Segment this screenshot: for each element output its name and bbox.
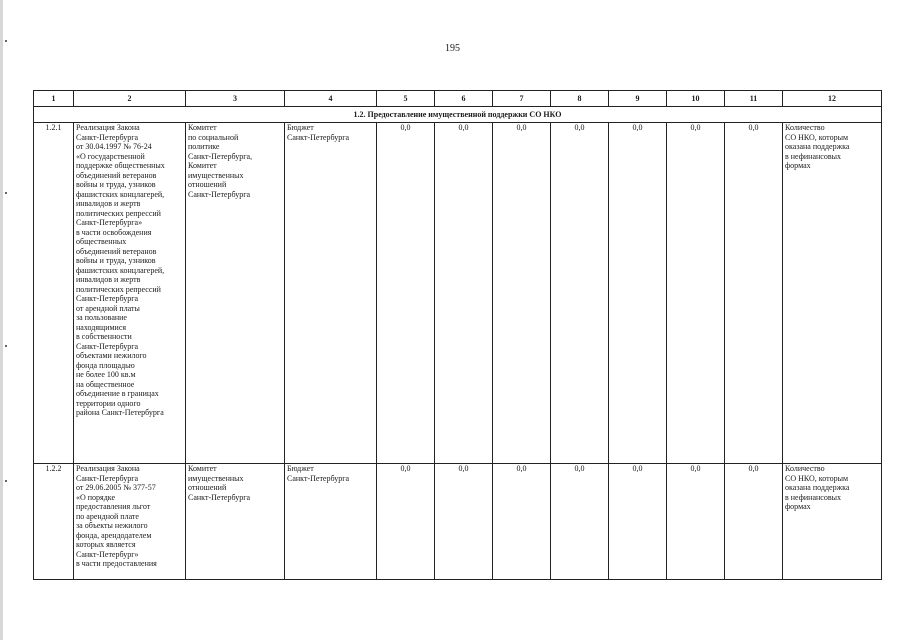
program-table	[33, 90, 882, 580]
column-header: 7	[493, 91, 551, 107]
column-number-row	[34, 91, 882, 107]
row-value: 0,0	[667, 464, 725, 580]
row-value: 0,0	[667, 123, 725, 464]
row-value: 0,0	[609, 123, 667, 464]
row-value: 0,0	[377, 123, 435, 464]
scan-left-edge	[0, 0, 3, 640]
section-title: 1.2. Предоставление имущественной поддержки СО НКО	[34, 107, 882, 123]
section-row	[34, 107, 882, 123]
column-header: 10	[667, 91, 725, 107]
column-header: 2	[74, 91, 186, 107]
column-header: 9	[609, 91, 667, 107]
column-header: 11	[725, 91, 783, 107]
column-header: 4	[285, 91, 377, 107]
row-value: 0,0	[493, 464, 551, 580]
row-value: 0,0	[609, 464, 667, 580]
table-row	[34, 464, 882, 580]
scan-edge-dot	[5, 480, 7, 482]
table-row	[34, 123, 882, 464]
row-indicator: Количество СО НКО, которым оказана поддержка в нефинансовых формах	[783, 123, 882, 464]
column-header: 5	[377, 91, 435, 107]
row-funding-source: Бюджет Санкт-Петербурга	[285, 464, 377, 580]
scan-edge-dot	[5, 192, 7, 194]
scan-edge-dot	[5, 345, 7, 347]
row-value: 0,0	[551, 123, 609, 464]
column-header: 6	[435, 91, 493, 107]
column-header: 1	[34, 91, 74, 107]
row-value: 0,0	[377, 464, 435, 580]
column-header: 12	[783, 91, 882, 107]
row-value: 0,0	[551, 464, 609, 580]
row-executor: Комитет имущественных отношений Санкт-Петербурга	[186, 464, 285, 580]
row-executor: Комитет по социальной политике Санкт-Петербурга, Комитет имущественных отношений Санкт-Петербурга	[186, 123, 285, 464]
row-description: Реализация Закона Санкт-Петербурга от 29.06.2005 № 377-57 «О порядке предоставления льгот по арендной плате за объекты нежилого фонда, арендодателем которых является Санкт-Петербург» в части предоставления	[74, 464, 186, 580]
row-code: 1.2.1	[34, 123, 74, 464]
row-value: 0,0	[725, 464, 783, 580]
row-description: Реализация Закона Санкт-Петербурга от 30.04.1997 № 76-24 «О государственной поддержке общественных объединений ветеранов войны и труда, узников фашистских концлагерей, инвалидов и жертв политических репрессий Санкт-Петербурга» в части освобождения общественных объединений ветеранов войны и труда, узников фашистских концлагерей, инвалидов и жертв политических репрессий Санкт-Петербурга от арендной платы за пользование находящимися в собственности Санкт-Петербурга объектами нежилого фонда площадью не более 100 кв.м на общественное объединение в границах территории одного района Санкт-Петербурга	[74, 123, 186, 464]
scan-edge-dot	[5, 40, 7, 42]
column-header: 3	[186, 91, 285, 107]
row-indicator: Количество СО НКО, которым оказана поддержка в нефинансовых формах	[783, 464, 882, 580]
row-value: 0,0	[725, 123, 783, 464]
row-value: 0,0	[435, 123, 493, 464]
row-value: 0,0	[493, 123, 551, 464]
row-code: 1.2.2	[34, 464, 74, 580]
row-funding-source: Бюджет Санкт-Петербурга	[285, 123, 377, 464]
column-header: 8	[551, 91, 609, 107]
row-value: 0,0	[435, 464, 493, 580]
page-number: 195	[445, 43, 460, 54]
